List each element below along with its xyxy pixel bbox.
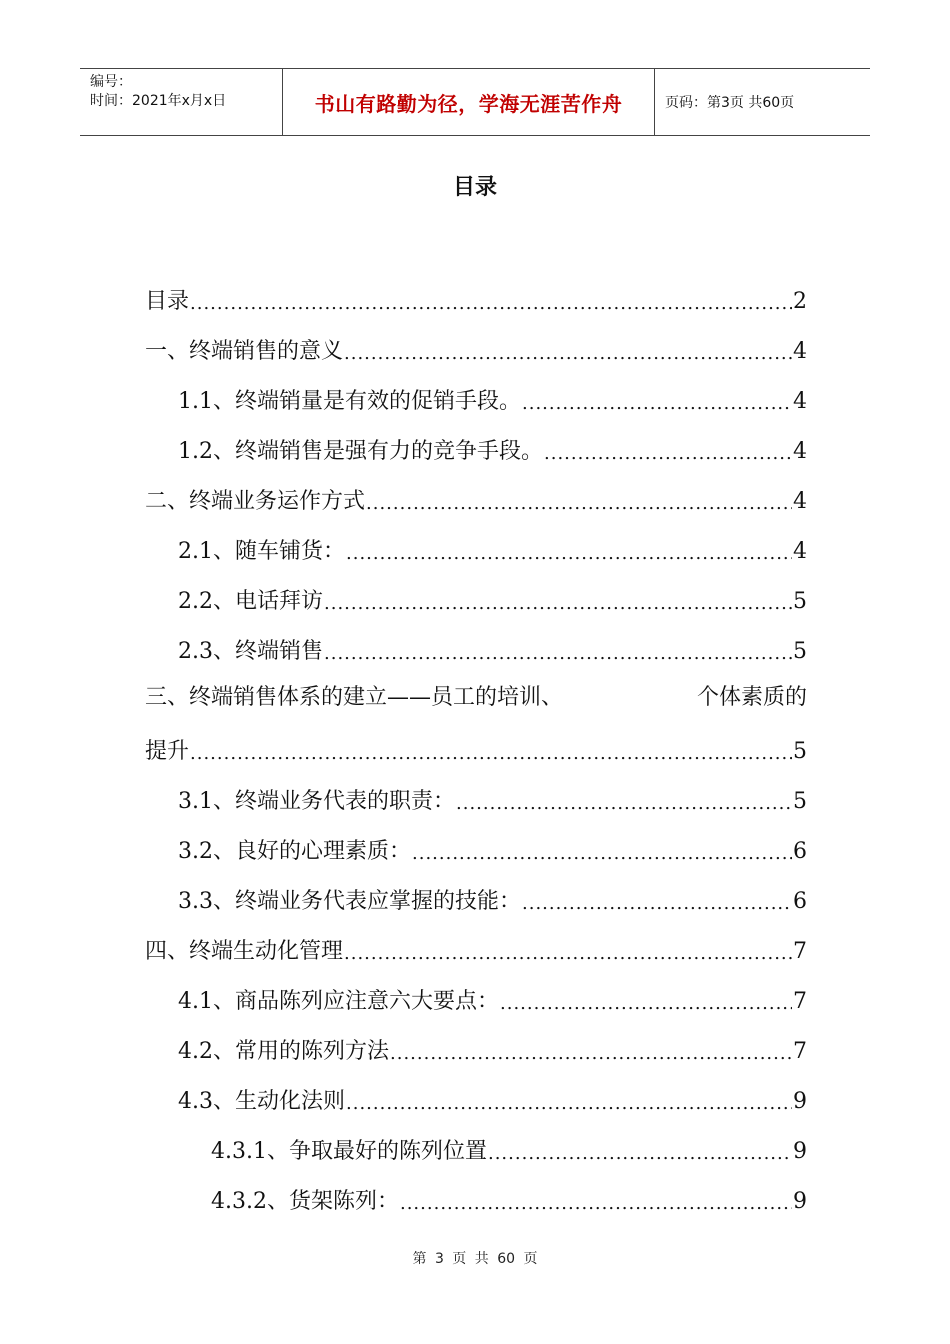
header-slogan-cell [282, 69, 655, 135]
toc-entry[interactable] [178, 783, 807, 817]
page-title: 目录 [452, 175, 497, 200]
toc-entry[interactable] [178, 583, 807, 617]
toc-leader-dots [344, 941, 792, 967]
toc-entry-title: 四、终端生动化管理 [145, 939, 344, 964]
toc-entry-title: 3.1、终端业务代表的职责： [178, 789, 455, 814]
toc-entry-title: 4.3、生动化法则 [178, 1089, 345, 1114]
toc-entry[interactable] [145, 333, 807, 367]
toc-leader-dots [500, 991, 792, 1017]
toc-leader-dots [324, 641, 792, 667]
toc-entry-page: 4 [793, 539, 807, 564]
toc-entry-title: 4.2、常用的陈列方法 [178, 1039, 389, 1064]
header-number: 编号： [90, 74, 132, 90]
toc-entry-page: 7 [793, 939, 807, 964]
toc-entry-page: 5 [793, 639, 807, 664]
toc-entry[interactable] [145, 483, 807, 517]
header-meta [80, 69, 282, 135]
toc-leader-dots [366, 491, 792, 517]
toc-leader-dots [412, 841, 792, 867]
toc-leader-dots [544, 441, 792, 467]
toc-wrap-part1: 三、终端销售体系的建立——员工的培训、 [145, 685, 564, 710]
toc-entry-page: 9 [793, 1089, 807, 1114]
toc-leader-dots [346, 1091, 792, 1117]
toc-entry[interactable] [178, 1083, 807, 1117]
toc-entry-title: 二、终端业务运作方式 [145, 489, 366, 514]
toc-entry[interactable] [145, 283, 807, 317]
toc-entry[interactable] [178, 883, 807, 917]
toc-entry[interactable] [178, 983, 807, 1017]
toc-entry-title: 3.3、终端业务代表应掌握的技能： [178, 889, 521, 914]
toc-entry-title: 2.1、随车铺货： [178, 539, 345, 564]
toc-leader-dots [522, 891, 792, 917]
page-header [80, 68, 870, 136]
page-footer: 第 3 页 共 60 页 [412, 1251, 538, 1267]
toc-entry-page: 5 [793, 789, 807, 814]
toc-entry-wrapped-title[interactable] [145, 683, 807, 717]
toc-entry-title: 2.2、电话拜访 [178, 589, 323, 614]
toc-leader-dots [344, 341, 792, 367]
toc-entry-page: 6 [793, 889, 807, 914]
toc-entry-page: 4 [793, 439, 807, 464]
toc-entry[interactable] [211, 1133, 807, 1167]
toc-entry[interactable] [178, 433, 807, 467]
toc-entry-page: 7 [793, 1039, 807, 1064]
toc-entry-page: 7 [793, 989, 807, 1014]
toc-leader-dots [390, 1041, 792, 1067]
toc-leader-dots [346, 541, 792, 567]
toc-leader-dots [456, 791, 792, 817]
toc-entry-page: 9 [793, 1139, 807, 1164]
toc-leader-dots [324, 591, 792, 617]
toc-entry-title: 4.3.1、争取最好的陈列位置 [211, 1139, 487, 1164]
toc-entry-title: 4.3.2、货架陈列： [211, 1189, 399, 1214]
toc-leader-dots [190, 291, 792, 317]
toc-entry[interactable] [178, 833, 807, 867]
toc-entry-title: 3.2、良好的心理素质： [178, 839, 411, 864]
toc-entry-title: 1.2、终端销售是强有力的竞争手段。 [178, 439, 543, 464]
toc-leader-dots [190, 741, 792, 767]
toc-leader-dots [488, 1141, 792, 1167]
toc-entry-page: 6 [793, 839, 807, 864]
toc-entry[interactable] [211, 1183, 807, 1217]
toc-entry-page: 9 [793, 1189, 807, 1214]
toc-entry[interactable] [178, 533, 807, 567]
toc-entry-title: 2.3、终端销售 [178, 639, 323, 664]
toc-entry-title: 目录 [145, 289, 190, 314]
header-slogan: 书山有路勤为径，学海无涯苦作舟 [314, 91, 623, 116]
toc-entry-page: 5 [793, 739, 807, 764]
header-time: 时间：2021年x月x日 [90, 93, 227, 109]
toc-entry-title: 4.1、商品陈列应注意六大要点： [178, 989, 499, 1014]
toc-entry[interactable] [145, 733, 807, 767]
toc-entry[interactable] [178, 633, 807, 667]
toc-entry[interactable] [145, 933, 807, 967]
toc-leader-dots [522, 391, 792, 417]
toc-leader-dots [400, 1191, 792, 1217]
toc-entry-page: 5 [793, 589, 807, 614]
toc-wrap-part2: 个体素质的 [696, 685, 807, 710]
header-page-info: 页码：第3页 共60页 [665, 95, 795, 111]
toc-entry-title: 一、终端销售的意义 [145, 339, 344, 364]
toc-entry-page: 4 [793, 339, 807, 364]
toc-entry-page: 2 [793, 289, 807, 314]
toc-entry-title: 提升 [145, 739, 190, 764]
toc-entry-page: 4 [793, 389, 807, 414]
toc-entry[interactable] [178, 383, 807, 417]
toc-entry-title: 1.1、终端销量是有效的促销手段。 [178, 389, 521, 414]
toc-entry[interactable] [178, 1033, 807, 1067]
toc-entry-page: 4 [793, 489, 807, 514]
